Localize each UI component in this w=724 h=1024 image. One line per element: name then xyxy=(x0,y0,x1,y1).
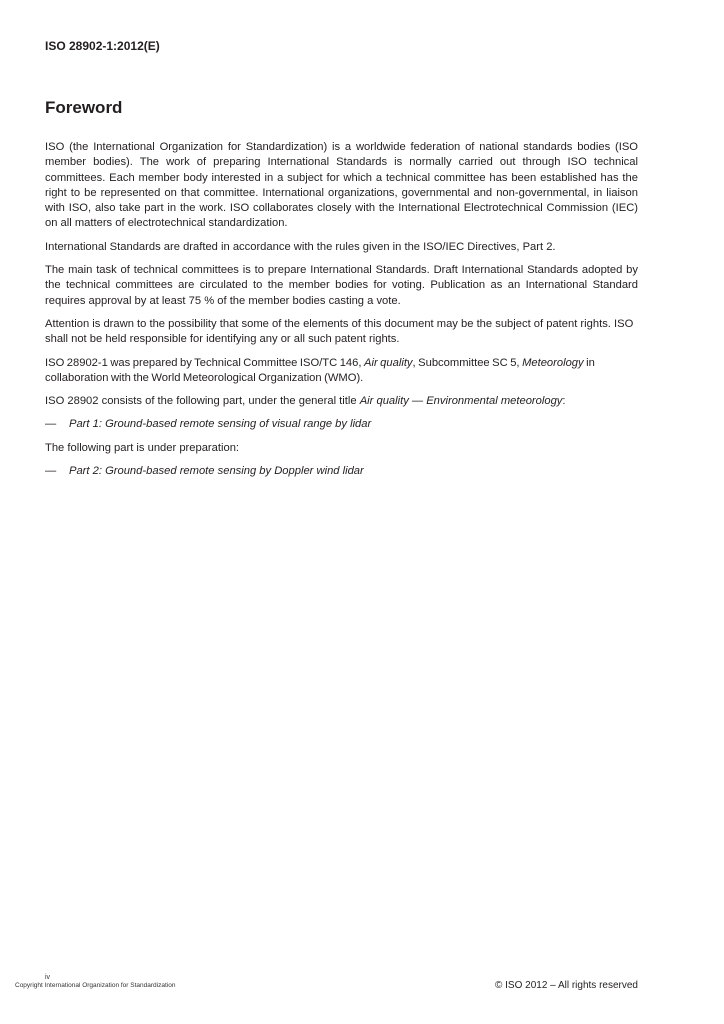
foreword-body xyxy=(45,140,638,487)
page-number: iv xyxy=(45,974,51,981)
collaboration-text: in collaboration with the World Meteorological Organization (WMO). xyxy=(45,356,595,384)
list-item xyxy=(45,464,638,479)
document-id: ISO 28902-1:2012(E) xyxy=(45,39,160,53)
list-dash: — xyxy=(45,418,57,431)
section-title: Foreword xyxy=(45,98,123,117)
paragraph-iso-intro: ISO (the International Organization for Standardization) is a worldwide federation of national standards bodies (ISO member bodies). The work of preparing International Standards is normally carried out through ISO technical committees. Each member body interested in a subject for which a technical committee has been established has the right to be represented on that committee. International organizations, governmental and non-governmental, in liaison with ISO, also take part in the work. ISO collaborates closely with the International Electrotechnical Commission (IEC) on all matters of electrotechnical standardization. xyxy=(45,141,638,230)
committee-title: Air quality xyxy=(364,356,413,369)
paragraph-parts xyxy=(45,394,638,409)
list-dash: — xyxy=(45,465,57,478)
subcommittee-title: Meteorology xyxy=(522,356,584,369)
paragraph-prepared-by xyxy=(45,356,638,387)
parts-intro-text: ISO 28902 consists of the following part, under the general title xyxy=(45,395,360,408)
paragraph-under-preparation: The following part is under preparation: xyxy=(45,441,240,454)
general-title: Air quality — Environmental meteorology xyxy=(359,395,563,408)
paragraph-technical-committees: The main task of technical committees is to prepare International Standards. Draft International Standards adopted by the technical committees are circulated to the member bodies for voting. Publication as an International Standard requires approval by at least 75 % of the member bodies casting a vote. xyxy=(45,264,638,307)
prepared-by-text: ISO 28902-1 was prepared by Technical Committee ISO/TC 146, xyxy=(45,356,364,369)
list-item-text: Part 2: Ground-based remote sensing by Doppler wind lidar xyxy=(69,465,364,478)
footer-copyright-right: © ISO 2012 – All rights reserved xyxy=(495,980,638,991)
list-item xyxy=(45,417,638,432)
list-item-text: Part 1: Ground-based remote sensing of visual range by lidar xyxy=(69,418,372,431)
subcommittee-text: , Subcommittee SC 5, xyxy=(412,356,523,369)
footer-copyright-left: Copyright International Organization for Standardization xyxy=(15,982,176,989)
parts-colon: : xyxy=(562,395,566,408)
paragraph-drafting-rules: International Standards are drafted in accordance with the rules given in the ISO/IEC Directives, Part 2. xyxy=(45,240,556,253)
paragraph-patent-rights: Attention is drawn to the possibility that some of the elements of this document may be the subject of patent rights. ISO shall not be held responsible for identifying any or all such patent rights. xyxy=(45,317,634,346)
